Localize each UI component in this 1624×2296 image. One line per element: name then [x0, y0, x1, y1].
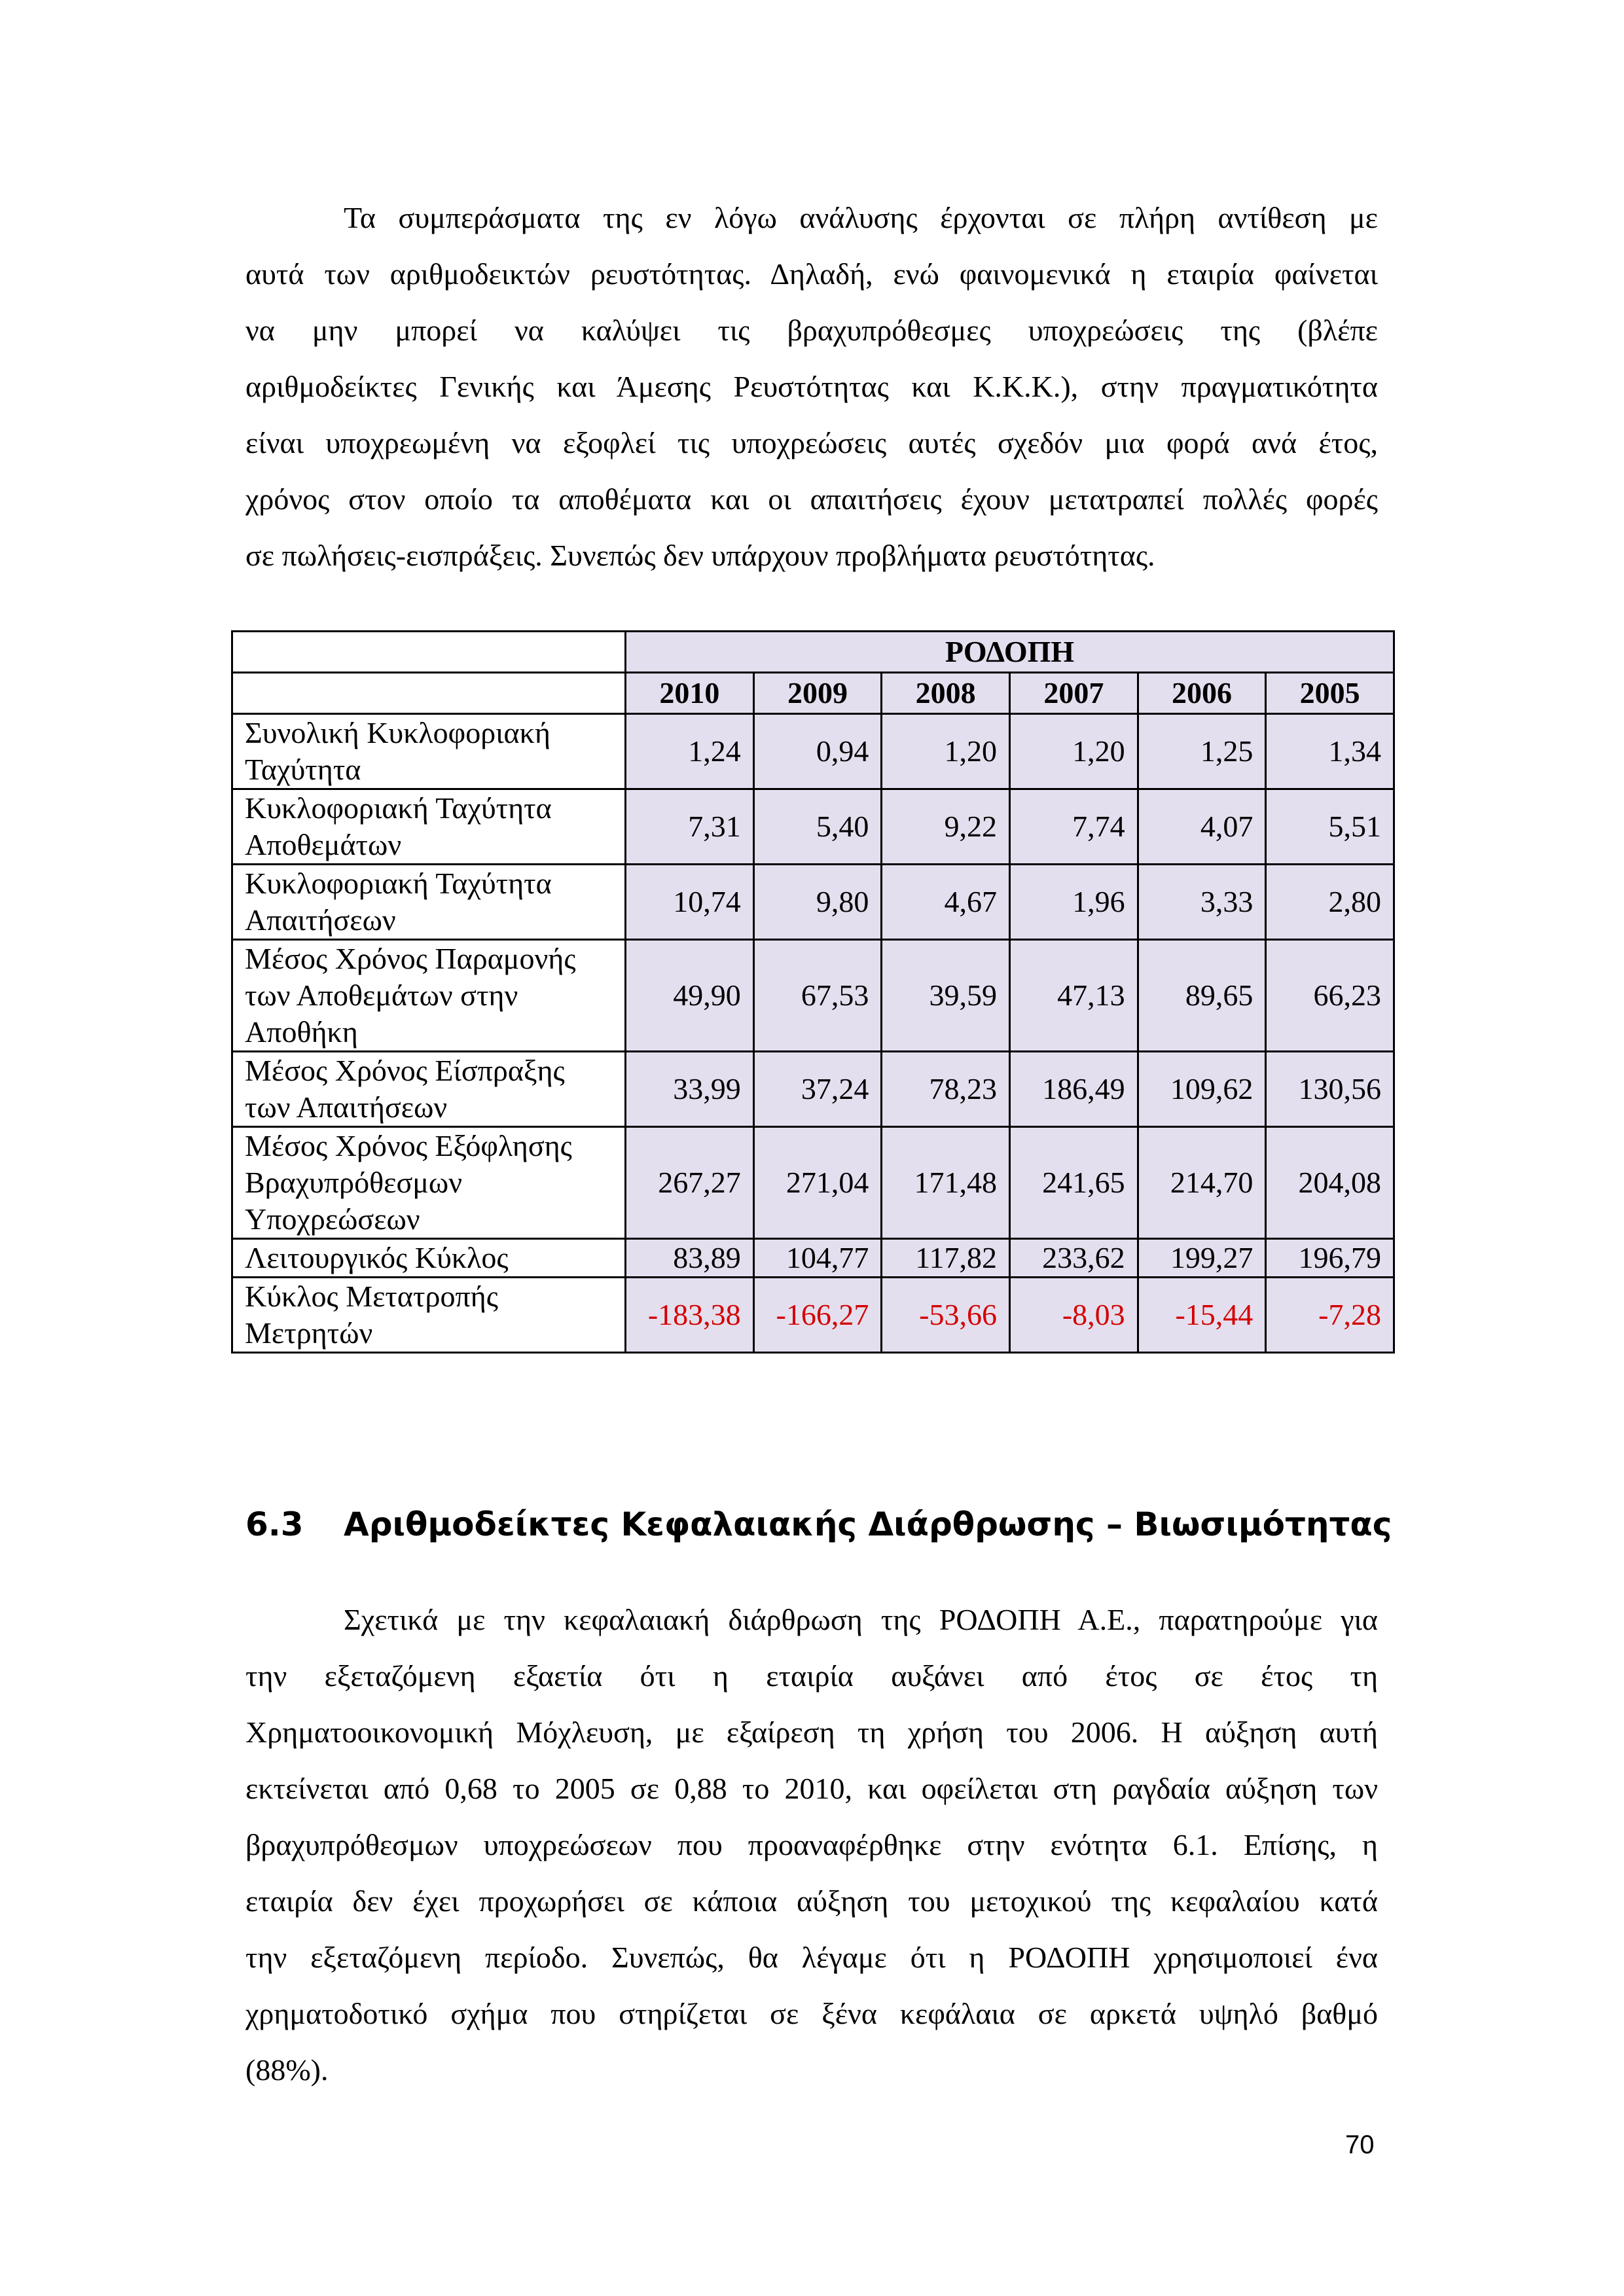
paragraph-line: εκτείνεται από 0,68 το 2005 σε 0,88 το 2010, και οφείλεται στη ραγδαία αύξηση των	[245, 1772, 1378, 1805]
table-year-header: 2007	[1010, 673, 1138, 714]
table-year-header: 2005	[1266, 673, 1394, 714]
row-label-line: Βραχυπρόθεσμων	[245, 1166, 462, 1199]
table-cell: 104,77	[753, 1239, 882, 1278]
table-year-header: 2008	[882, 673, 1010, 714]
row-label-line: Αποθεμάτων	[245, 828, 402, 861]
row-label-line: Υποχρεώσεων	[245, 1202, 420, 1236]
paragraph-line: την εξεταζόμενη περίοδο. Συνεπώς, θα λέγαμε ότι η ΡΟΔΟΠΗ χρησιμοποιεί ένα	[245, 1941, 1378, 1974]
row-label	[232, 865, 626, 940]
table-cell: 9,22	[882, 789, 1010, 865]
row-label-line: Κυκλοφοριακή Ταχύτητα	[245, 791, 552, 825]
table-cell: 117,82	[882, 1239, 1010, 1278]
table-cell: 1,96	[1010, 865, 1138, 940]
table-header-row	[232, 632, 1394, 673]
row-label-line: Συνολική Κυκλοφοριακή	[245, 716, 550, 749]
row-label-line: Μέσος Χρόνος Είσπραξης	[245, 1054, 565, 1087]
row-label-line: Μέσος Χρόνος Παραμονής	[245, 942, 576, 975]
table-year-header: 2006	[1138, 673, 1266, 714]
table-cell: 1,25	[1138, 714, 1266, 789]
table-year-header: 2010	[626, 673, 754, 714]
table-row	[232, 1239, 1394, 1278]
table-cell: 49,90	[626, 940, 754, 1052]
table-cell: 4,67	[882, 865, 1010, 940]
paragraph-capital-structure	[245, 1592, 1378, 2098]
table-cell: 66,23	[1266, 940, 1394, 1052]
table-cell: -8,03	[1010, 1278, 1138, 1353]
table-cell: 1,34	[1266, 714, 1394, 789]
table-cell: 3,33	[1138, 865, 1266, 940]
row-label	[232, 1239, 626, 1278]
table-cell: 89,65	[1138, 940, 1266, 1052]
table-corner-cell	[232, 632, 626, 673]
table-cell: 47,13	[1010, 940, 1138, 1052]
table-row	[232, 1127, 1394, 1239]
table-cell: 5,40	[753, 789, 882, 865]
table-years-row	[232, 673, 1394, 714]
paragraph-line: βραχυπρόθεσμων υποχρεώσεων που προαναφέρθηκε στην ενότητα 6.1. Επίσης, η	[245, 1828, 1378, 1861]
table-cell: 10,74	[626, 865, 754, 940]
table-cell: 204,08	[1266, 1127, 1394, 1239]
row-label-line: Κύκλος Μετατροπής	[245, 1280, 498, 1313]
table-cell: 241,65	[1010, 1127, 1138, 1239]
table-cell: 33,99	[626, 1052, 754, 1127]
table-cell: 83,89	[626, 1239, 754, 1278]
table-row	[232, 865, 1394, 940]
table-cell: -166,27	[753, 1278, 882, 1353]
page-number: 70	[1345, 2130, 1375, 2159]
paragraph-line: εταιρία δεν έχει προχωρήσει σε κάποια αύξηση του μετοχικού της κεφαλαίου κατά	[245, 1884, 1378, 1918]
paragraph-line: να μην μπορεί να καλύψει τις βραχυπρόθεσμες υποχρεώσεις της (βλέπε	[245, 314, 1378, 347]
paragraph-line: χρηματοδοτικό σχήμα που στηρίζεται σε ξένα κεφάλαια σε αρκετά υψηλό βαθμό	[245, 1997, 1378, 2030]
row-label	[232, 1052, 626, 1127]
table-cell: 214,70	[1138, 1127, 1266, 1239]
table-cell: 267,27	[626, 1127, 754, 1239]
table-year-header: 2009	[753, 673, 882, 714]
table-cell: 2,80	[1266, 865, 1394, 940]
table-cell: 109,62	[1138, 1052, 1266, 1127]
row-label-line: των Αποθεμάτων στην	[245, 978, 518, 1012]
paragraph-line: είναι υποχρεωμένη να εξοφλεί τις υποχρεώσεις αυτές σχεδόν μια φορά ανά έτος,	[245, 426, 1378, 459]
table-cell: -183,38	[626, 1278, 754, 1353]
table-row	[232, 1278, 1394, 1353]
table-row	[232, 1052, 1394, 1127]
row-label-line: Λειτουργικός Κύκλος	[245, 1241, 509, 1274]
paragraph-line: (88%).	[245, 2053, 329, 2087]
table-cell: 171,48	[882, 1127, 1010, 1239]
table-cell: -15,44	[1138, 1278, 1266, 1353]
table-cell: 233,62	[1010, 1239, 1138, 1278]
table-cell: 0,94	[753, 714, 882, 789]
row-label-line: Μέσος Χρόνος Εξόφλησης	[245, 1129, 572, 1162]
row-label	[232, 940, 626, 1052]
table-cell: 1,24	[626, 714, 754, 789]
table-cell: 1,20	[882, 714, 1010, 789]
table-cell: -53,66	[882, 1278, 1010, 1353]
table-cell: 39,59	[882, 940, 1010, 1052]
table-cell: 67,53	[753, 940, 882, 1052]
paragraph-line: αυτά των αριθμοδεικτών ρευστότητας. Δηλαδή, ενώ φαινομενικά η εταιρία φαίνεται	[245, 257, 1378, 291]
paragraph-line: Σχετικά με την κεφαλαιακή διάρθρωση της ΡΟΔΟΠΗ Α.Ε., παρατηρούμε για	[344, 1603, 1378, 1636]
table-cell: 7,31	[626, 789, 754, 865]
table-row	[232, 940, 1394, 1052]
row-label	[232, 714, 626, 789]
row-label-line: Αποθήκη	[245, 1015, 358, 1049]
table-row	[232, 789, 1394, 865]
table-cell: 5,51	[1266, 789, 1394, 865]
row-label	[232, 1127, 626, 1239]
row-label-line: των Απαιτήσεων	[245, 1090, 448, 1124]
row-label	[232, 1278, 626, 1353]
table-cell: 4,07	[1138, 789, 1266, 865]
table-cell: 9,80	[753, 865, 882, 940]
section-number: 6.3	[245, 1505, 304, 1543]
row-label-line: Μετρητών	[245, 1316, 373, 1350]
paragraph-liquidity-conclusions	[245, 190, 1378, 584]
table-cell: 130,56	[1266, 1052, 1394, 1127]
table-cell: 7,74	[1010, 789, 1138, 865]
row-label-line: Κυκλοφοριακή Ταχύτητα	[245, 867, 552, 900]
table-corner-cell	[232, 673, 626, 714]
paragraph-line: Τα συμπεράσματα της εν λόγω ανάλυσης έρχονται σε πλήρη αντίθεση με	[344, 201, 1378, 234]
paragraph-line: σε πωλήσεις-εισπράξεις. Συνεπώς δεν υπάρχουν προβλήματα ρευστότητας.	[245, 539, 1155, 572]
row-label	[232, 789, 626, 865]
paragraph-line: την εξεταζόμενη εξαετία ότι η εταιρία αυξάνει από έτος σε έτος τη	[245, 1659, 1378, 1693]
section-heading	[245, 1505, 1392, 1543]
paragraph-line: αριθμοδείκτες Γενικής και Άμεσης Ρευστότητας και Κ.Κ.Κ.), στην πραγματικότητα	[245, 370, 1378, 403]
table-row	[232, 714, 1394, 789]
table-cell: 196,79	[1266, 1239, 1394, 1278]
table-cell: 37,24	[753, 1052, 882, 1127]
table-cell: 271,04	[753, 1127, 882, 1239]
row-label-line: Απαιτήσεων	[245, 903, 396, 937]
ratios-table	[231, 630, 1395, 1354]
paragraph-line: Χρηματοοικονομική Μόχλευση, με εξαίρεση τη χρήση του 2006. Η αύξηση αυτή	[245, 1715, 1378, 1749]
table-company-header: ΡΟΔΟΠΗ	[626, 632, 1394, 673]
table-cell: -7,28	[1266, 1278, 1394, 1353]
table-cell: 78,23	[882, 1052, 1010, 1127]
table-cell: 1,20	[1010, 714, 1138, 789]
paragraph-line: χρόνος στον οποίο τα αποθέματα και οι απαιτήσεις έχουν μετατραπεί πολλές φορές	[245, 482, 1378, 516]
table-cell: 199,27	[1138, 1239, 1266, 1278]
row-label-line: Ταχύτητα	[245, 753, 361, 786]
section-title: Αριθμοδείκτες Κεφαλαιακής Διάρθρωσης – Βιωσιμότητας	[344, 1505, 1392, 1543]
table-cell: 186,49	[1010, 1052, 1138, 1127]
